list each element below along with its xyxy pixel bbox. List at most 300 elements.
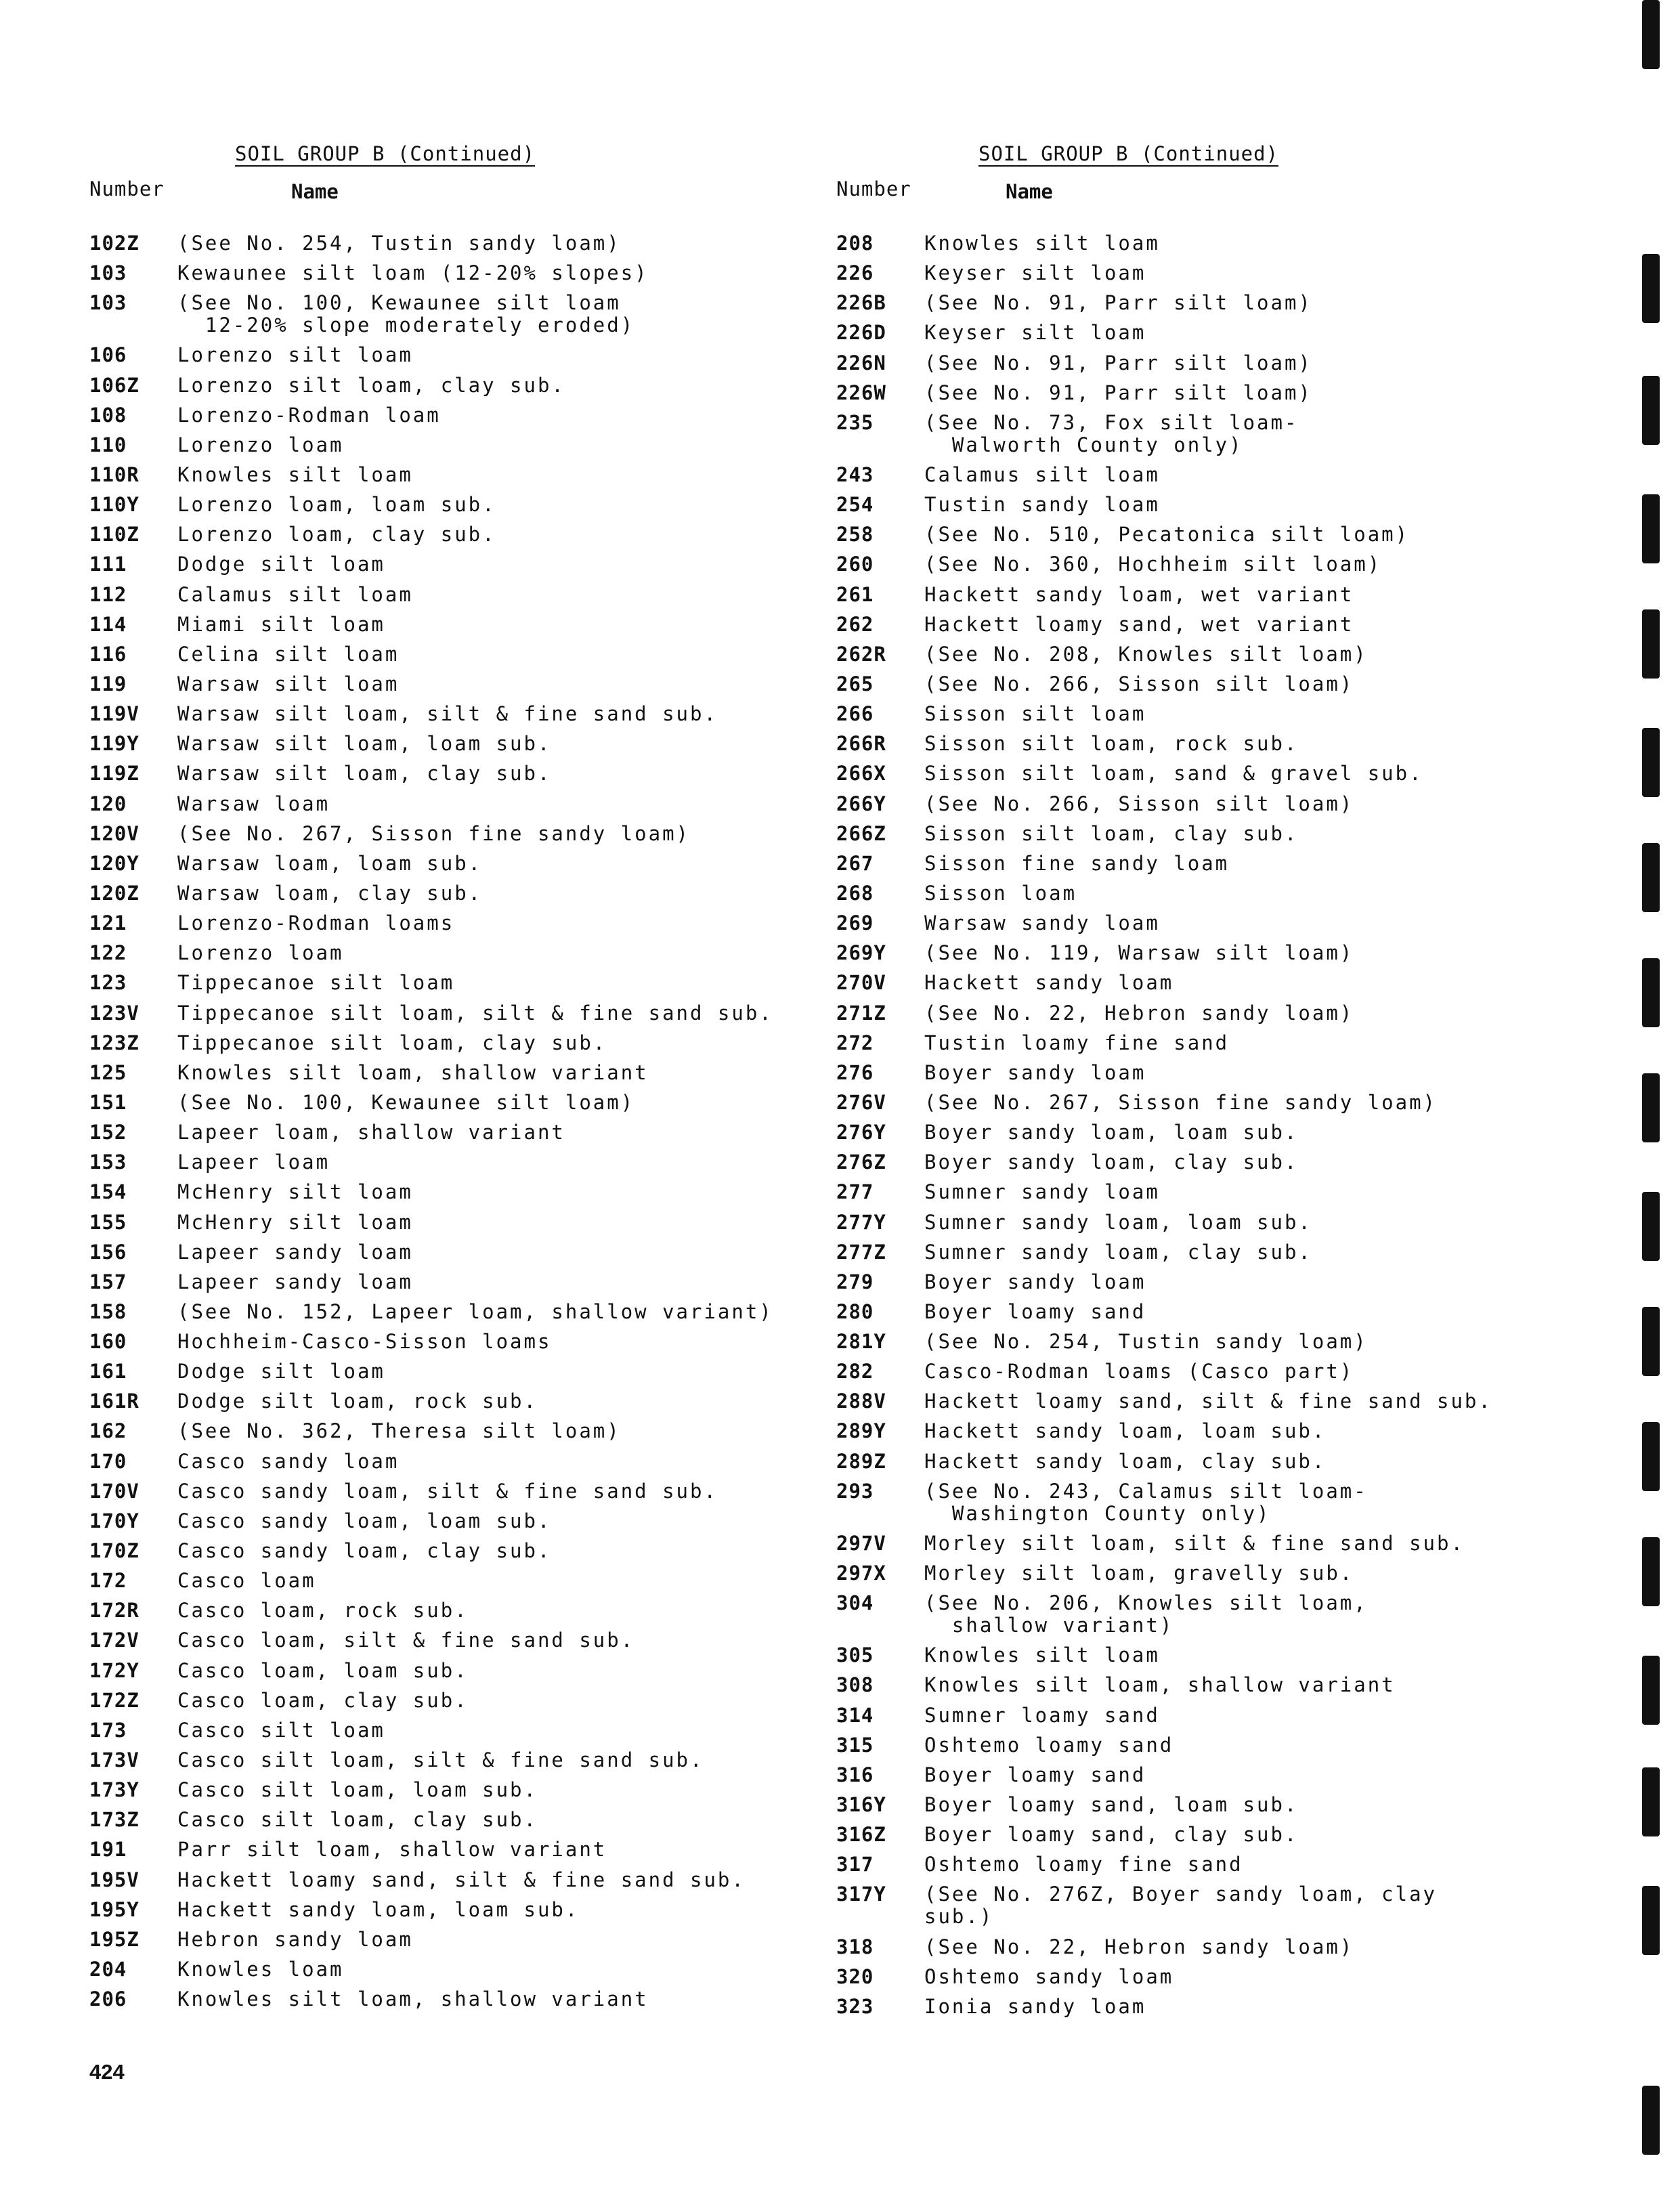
soil-name: Miami silt loam xyxy=(177,612,385,636)
soil-row xyxy=(89,733,807,755)
soil-number: 102Z xyxy=(89,232,139,255)
soil-number: 120V xyxy=(89,821,139,845)
soil-row xyxy=(836,1480,1513,1525)
soil-number: 293 xyxy=(836,1479,874,1503)
soil-name: (See No. 119, Warsaw silt loam) xyxy=(924,941,1354,965)
soil-row xyxy=(89,762,807,785)
soil-row xyxy=(89,494,807,516)
soil-row xyxy=(89,464,807,486)
soil-name: Warsaw silt loam, clay sub. xyxy=(177,762,552,786)
soil-name: Warsaw silt loam, loam sub. xyxy=(177,732,552,756)
soil-number: 123Z xyxy=(89,1031,139,1054)
soil-number: 172R xyxy=(89,1599,139,1622)
soil-name: Hackett loamy sand, silt & fine sand sub. xyxy=(177,1868,746,1891)
soil-number: 204 xyxy=(89,1958,127,1981)
soil-number: 279 xyxy=(836,1270,874,1293)
soil-name: (See No. 266, Sisson silt loam) xyxy=(924,672,1354,695)
soil-name: Celina silt loam xyxy=(177,642,400,666)
soil-number: 206 xyxy=(89,1987,127,2011)
soil-name: Boyer loamy sand, clay sub. xyxy=(924,1823,1299,1847)
soil-number: 297V xyxy=(836,1531,886,1555)
soil-row xyxy=(89,1062,807,1084)
soil-name: Sisson silt loam, clay sub. xyxy=(924,821,1299,845)
soil-name: Keyser silt loam xyxy=(924,261,1146,285)
soil-number: 277 xyxy=(836,1180,874,1204)
soil-row xyxy=(89,703,807,725)
soil-number: 270V xyxy=(836,971,886,995)
soil-name: Hochheim-Casco-Sisson loams xyxy=(177,1330,552,1354)
binder-punch-mark xyxy=(1642,1537,1660,1606)
soil-row xyxy=(89,292,807,337)
soil-number: 195Y xyxy=(89,1897,139,1921)
soil-row xyxy=(836,614,1513,636)
soil-number: 108 xyxy=(89,403,127,427)
soil-name: Casco loam, loam sub. xyxy=(177,1658,469,1682)
soil-row xyxy=(89,1301,807,1323)
soil-row xyxy=(89,1899,807,1921)
soil-number: 266 xyxy=(836,702,874,726)
soil-name: Knowles silt loam, shallow variant xyxy=(924,1673,1396,1697)
soil-name: Lorenzo silt loam xyxy=(177,343,413,367)
soil-number: 260 xyxy=(836,553,874,576)
soil-row xyxy=(89,1420,807,1442)
soil-number: 266Y xyxy=(836,792,886,815)
soil-number: 170Y xyxy=(89,1509,139,1532)
soil-name: Boyer sandy loam, loam sub. xyxy=(924,1121,1299,1144)
soil-name: Sumner sandy loam, loam sub. xyxy=(924,1210,1312,1234)
soil-row xyxy=(836,464,1513,486)
soil-row xyxy=(836,1271,1513,1293)
soil-name: Lorenzo loam, loam sub. xyxy=(177,493,496,517)
binder-punch-mark xyxy=(1642,1886,1660,1955)
soil-name: Casco silt loam, loam sub. xyxy=(177,1778,538,1802)
soil-number: 120Y xyxy=(89,851,139,875)
soil-name: Calamus silt loam xyxy=(177,582,413,606)
binder-punch-mark xyxy=(1642,843,1660,912)
soil-number: 308 xyxy=(836,1673,874,1697)
soil-row xyxy=(836,553,1513,576)
soil-number: 110Y xyxy=(89,493,139,517)
soil-number: 106Z xyxy=(89,373,139,397)
soil-name: Warsaw silt loam xyxy=(177,672,400,695)
soil-name: Casco loam, clay sub. xyxy=(177,1688,469,1712)
soil-row xyxy=(836,1764,1513,1786)
soil-number: 271Z xyxy=(836,1001,886,1025)
soil-number: 154 xyxy=(89,1180,127,1204)
binder-punch-mark xyxy=(1642,1073,1660,1142)
soil-number: 265 xyxy=(836,672,874,695)
soil-number: 173Y xyxy=(89,1778,139,1802)
soil-number: 119Z xyxy=(89,762,139,786)
soil-name: Dodge silt loam, rock sub. xyxy=(177,1390,538,1413)
soil-row xyxy=(836,1092,1513,1114)
soil-row xyxy=(836,584,1513,606)
soil-row xyxy=(836,1241,1513,1264)
soil-name: Hebron sandy loam xyxy=(177,1927,413,1951)
soil-name: Hackett sandy loam, clay sub. xyxy=(924,1449,1327,1473)
soil-row xyxy=(836,1390,1513,1413)
soil-name: (See No. 254, Tustin sandy loam) xyxy=(177,232,621,255)
soil-name: Casco loam, silt & fine sand sub. xyxy=(177,1629,635,1652)
soil-name: Dodge silt loam xyxy=(177,553,385,576)
soil-name: Sisson fine sandy loam xyxy=(924,851,1230,875)
soil-row xyxy=(836,292,1513,314)
soil-number: 316 xyxy=(836,1763,874,1786)
soil-name: Boyer loamy sand xyxy=(924,1299,1146,1323)
right-soil-list xyxy=(836,232,1513,2025)
soil-number: 157 xyxy=(89,1270,127,1293)
soil-number: 262 xyxy=(836,612,874,636)
soil-name: Lapeer sandy loam xyxy=(177,1240,413,1264)
soil-row xyxy=(836,322,1513,344)
soil-name: (See No. 22, Hebron sandy loam) xyxy=(924,1935,1354,1958)
soil-name: Hackett sandy loam, loam sub. xyxy=(177,1897,580,1921)
soil-row xyxy=(836,1853,1513,1876)
soil-name: Sisson silt loam, sand & gravel sub. xyxy=(924,762,1423,786)
soil-number: 110Z xyxy=(89,523,139,546)
soil-name: Casco silt loam xyxy=(177,1718,385,1742)
soil-row xyxy=(836,853,1513,875)
soil-number: 172V xyxy=(89,1629,139,1652)
soil-number: 269Y xyxy=(836,941,886,965)
soil-number: 289Y xyxy=(836,1419,886,1443)
soil-number: 110R xyxy=(89,463,139,486)
soil-name: Hackett sandy loam xyxy=(924,971,1174,995)
soil-row xyxy=(89,1779,807,1801)
soil-number: 317Y xyxy=(836,1883,886,1906)
soil-number: 120 xyxy=(89,792,127,815)
soil-number: 103 xyxy=(89,261,127,285)
soil-row xyxy=(836,1734,1513,1757)
soil-row xyxy=(89,1660,807,1682)
soil-name: Knowles silt loam xyxy=(924,1643,1160,1667)
soil-number: 123V xyxy=(89,1001,139,1025)
soil-number: 318 xyxy=(836,1935,874,1958)
soil-name: Oshtemo loamy sand xyxy=(924,1733,1174,1757)
soil-name: (See No. 22, Hebron sandy loam) xyxy=(924,1001,1354,1025)
soil-number: 173Z xyxy=(89,1808,139,1832)
soil-number: 153 xyxy=(89,1151,127,1174)
soil-row xyxy=(836,1532,1513,1555)
soil-row xyxy=(836,1062,1513,1084)
soil-number: 277Y xyxy=(836,1210,886,1234)
soil-name: (See No. 276Z, Boyer sandy loam, clay sub.) xyxy=(924,1883,1451,1929)
soil-row xyxy=(836,1450,1513,1473)
soil-name: Lorenzo loam xyxy=(177,433,344,456)
soil-name: Casco sandy loam xyxy=(177,1449,400,1473)
soil-name: (See No. 152, Lapeer loam, shallow variant) xyxy=(177,1299,773,1323)
soil-name: Warsaw loam, clay sub. xyxy=(177,881,483,905)
soil-number: 112 xyxy=(89,582,127,606)
soil-row xyxy=(836,793,1513,815)
soil-row xyxy=(836,733,1513,755)
soil-name: Calamus silt loam xyxy=(924,463,1160,486)
soil-row xyxy=(836,1181,1513,1203)
left-soil-list xyxy=(89,232,807,2018)
soil-number: 152 xyxy=(89,1121,127,1144)
binder-punch-mark xyxy=(1642,609,1660,679)
soil-name: (See No. 206, Knowles silt loam, shallow variant) xyxy=(924,1591,1368,1637)
soil-number: 254 xyxy=(836,493,874,517)
soil-number: 315 xyxy=(836,1733,874,1757)
soil-name: Morley silt loam, silt & fine sand sub. xyxy=(924,1531,1465,1555)
soil-number: 111 xyxy=(89,553,127,576)
soil-row xyxy=(89,1390,807,1413)
soil-row xyxy=(89,1629,807,1652)
binder-punch-mark xyxy=(1642,1767,1660,1836)
soil-row xyxy=(89,1690,807,1712)
binder-punch-mark xyxy=(1642,958,1660,1027)
soil-name: (See No. 91, Parr silt loam) xyxy=(924,351,1312,374)
soil-row xyxy=(89,1540,807,1562)
soil-name: Hackett sandy loam, wet variant xyxy=(924,582,1354,606)
soil-row xyxy=(836,1674,1513,1696)
soil-row xyxy=(836,1883,1513,1928)
soil-number: 276Y xyxy=(836,1121,886,1144)
soil-row xyxy=(89,1510,807,1532)
soil-number: 125 xyxy=(89,1060,127,1084)
soil-number: 151 xyxy=(89,1090,127,1114)
soil-row xyxy=(89,1450,807,1473)
soil-name: Morley silt loam, gravelly sub. xyxy=(924,1562,1354,1585)
soil-row xyxy=(836,643,1513,666)
soil-row xyxy=(836,972,1513,994)
soil-name: Sisson loam xyxy=(924,881,1077,905)
soil-number: 289Z xyxy=(836,1449,886,1473)
binder-punch-mark xyxy=(1642,1656,1660,1725)
soil-name: Boyer loamy sand xyxy=(924,1763,1146,1786)
binder-punch-mark xyxy=(1642,0,1660,69)
soil-row xyxy=(89,1241,807,1264)
binder-punch-mark xyxy=(1642,1307,1660,1376)
soil-number: 110 xyxy=(89,433,127,456)
soil-row xyxy=(89,823,807,845)
soil-name: Lapeer sandy loam xyxy=(177,1270,413,1293)
soil-row xyxy=(89,1151,807,1174)
soil-row xyxy=(89,853,807,875)
soil-number: 116 xyxy=(89,642,127,666)
soil-row xyxy=(89,673,807,695)
soil-row xyxy=(89,374,807,397)
soil-number: 226N xyxy=(836,351,886,374)
soil-row xyxy=(836,1002,1513,1025)
soil-row xyxy=(836,262,1513,284)
soil-row xyxy=(89,232,807,255)
soil-row xyxy=(89,1331,807,1353)
soil-name: (See No. 91, Parr silt loam) xyxy=(924,291,1312,315)
soil-number: 258 xyxy=(836,523,874,546)
soil-row xyxy=(836,942,1513,964)
soil-row xyxy=(836,382,1513,404)
soil-row xyxy=(89,882,807,905)
soil-number: 160 xyxy=(89,1330,127,1354)
soil-name: (See No. 254, Tustin sandy loam) xyxy=(924,1330,1368,1354)
soil-row xyxy=(836,1704,1513,1727)
soil-row xyxy=(836,352,1513,374)
soil-row xyxy=(836,412,1513,456)
soil-number: 276Z xyxy=(836,1151,886,1174)
soil-name: Casco sandy loam, loam sub. xyxy=(177,1509,552,1532)
soil-name: (See No. 91, Parr silt loam) xyxy=(924,381,1312,404)
soil-number: 158 xyxy=(89,1299,127,1323)
soil-number: 268 xyxy=(836,881,874,905)
soil-name: Knowles loam xyxy=(177,1958,344,1981)
soil-row xyxy=(89,553,807,576)
binder-punch-mark xyxy=(1642,728,1660,797)
soil-name: Casco silt loam, silt & fine sand sub. xyxy=(177,1748,704,1772)
soil-row xyxy=(89,1002,807,1025)
soil-number: 276V xyxy=(836,1090,886,1114)
soil-number: 226D xyxy=(836,321,886,345)
soil-name: Warsaw loam, loam sub. xyxy=(177,851,483,875)
soil-number: 119 xyxy=(89,672,127,695)
soil-row xyxy=(89,1570,807,1592)
left-column-title: SOIL GROUP B (Continued) xyxy=(235,142,536,165)
soil-name: Lorenzo loam xyxy=(177,941,344,965)
soil-name: Casco sandy loam, silt & fine sand sub. xyxy=(177,1479,718,1503)
soil-row xyxy=(836,523,1513,546)
binder-punch-mark xyxy=(1642,376,1660,445)
soil-number: 297X xyxy=(836,1562,886,1585)
soil-name: Warsaw sandy loam xyxy=(924,911,1160,935)
soil-name: Boyer sandy loam xyxy=(924,1270,1146,1293)
soil-number: 266X xyxy=(836,762,886,786)
soil-name: Boyer loamy sand, loam sub. xyxy=(924,1793,1299,1817)
soil-name: (See No. 510, Pecatonica silt loam) xyxy=(924,523,1410,546)
soil-row xyxy=(89,942,807,964)
soil-row xyxy=(836,1301,1513,1323)
soil-number: 173V xyxy=(89,1748,139,1772)
soil-row xyxy=(836,1360,1513,1383)
left-number-header: Number xyxy=(89,177,165,200)
soil-row xyxy=(836,1966,1513,1988)
soil-number: 281Y xyxy=(836,1330,886,1354)
soil-number: 161R xyxy=(89,1390,139,1413)
soil-number: 195V xyxy=(89,1868,139,1891)
soil-row xyxy=(836,703,1513,725)
soil-name: Lapeer loam, shallow variant xyxy=(177,1121,565,1144)
soil-number: 267 xyxy=(836,851,874,875)
right-number-header: Number xyxy=(836,177,911,200)
soil-number: 123 xyxy=(89,971,127,995)
binder-punch-mark xyxy=(1642,1422,1660,1491)
soil-number: 172Y xyxy=(89,1658,139,1682)
soil-name: Casco loam xyxy=(177,1569,316,1593)
soil-number: 261 xyxy=(836,582,874,606)
soil-number: 119V xyxy=(89,702,139,726)
soil-number: 172Z xyxy=(89,1688,139,1712)
soil-row xyxy=(836,673,1513,695)
soil-name: Oshtemo sandy loam xyxy=(924,1964,1174,1988)
soil-number: 316Y xyxy=(836,1793,886,1817)
binder-punch-mark xyxy=(1642,494,1660,563)
soil-number: 316Z xyxy=(836,1823,886,1847)
soil-name: Sumner sandy loam, clay sub. xyxy=(924,1240,1312,1264)
soil-number: 288V xyxy=(836,1390,886,1413)
soil-row xyxy=(836,1121,1513,1144)
soil-number: 161 xyxy=(89,1360,127,1383)
soil-name: Kewaunee silt loam (12-20% slopes) xyxy=(177,261,649,285)
soil-name: Sumner sandy loam xyxy=(924,1180,1160,1204)
soil-row xyxy=(836,1794,1513,1816)
soil-number: 266Z xyxy=(836,821,886,845)
soil-row xyxy=(89,1839,807,1861)
soil-name: (See No. 362, Theresa silt loam) xyxy=(177,1419,621,1443)
soil-name: Sisson silt loam xyxy=(924,702,1146,726)
soil-name: Tustin loamy fine sand xyxy=(924,1031,1230,1054)
soil-row xyxy=(89,614,807,636)
soil-name: (See No. 100, Kewaunee silt loam) xyxy=(177,1090,635,1114)
soil-name: Lorenzo silt loam, clay sub. xyxy=(177,373,565,397)
soil-row xyxy=(89,1092,807,1114)
soil-name: Boyer sandy loam xyxy=(924,1060,1146,1084)
soil-name: (See No. 100, Kewaunee silt loam 12-20% slope moderately eroded) xyxy=(177,291,635,337)
soil-row xyxy=(89,1749,807,1771)
soil-row xyxy=(89,1809,807,1831)
soil-row xyxy=(836,1211,1513,1234)
soil-name: (See No. 208, Knowles silt loam) xyxy=(924,642,1368,666)
soil-name: Tippecanoe silt loam xyxy=(177,971,455,995)
soil-row xyxy=(89,1211,807,1234)
soil-row xyxy=(89,1719,807,1742)
soil-name: Lorenzo loam, clay sub. xyxy=(177,523,496,546)
soil-name: Knowles silt loam xyxy=(924,232,1160,255)
soil-number: 121 xyxy=(89,911,127,935)
soil-number: 280 xyxy=(836,1299,874,1323)
soil-row xyxy=(89,912,807,934)
soil-number: 243 xyxy=(836,463,874,486)
soil-number: 276 xyxy=(836,1060,874,1084)
soil-name: Sumner loamy sand xyxy=(924,1703,1160,1727)
soil-row xyxy=(836,1331,1513,1353)
soil-number: 156 xyxy=(89,1240,127,1264)
soil-name: Keyser silt loam xyxy=(924,321,1146,345)
soil-name: Warsaw loam xyxy=(177,792,330,815)
soil-number: 304 xyxy=(836,1591,874,1615)
soil-number: 122 xyxy=(89,941,127,965)
soil-row xyxy=(89,1480,807,1503)
soil-name: Hackett loamy sand, silt & fine sand sub. xyxy=(924,1390,1492,1413)
soil-row xyxy=(89,972,807,994)
soil-number: 162 xyxy=(89,1419,127,1443)
soil-name: Hackett loamy sand, wet variant xyxy=(924,612,1354,636)
soil-row xyxy=(89,262,807,284)
soil-name: Casco silt loam, clay sub. xyxy=(177,1808,538,1832)
soil-name: (See No. 360, Hochheim silt loam) xyxy=(924,553,1382,576)
soil-name: Casco loam, rock sub. xyxy=(177,1599,469,1622)
soil-name: Warsaw silt loam, silt & fine sand sub. xyxy=(177,702,718,726)
soil-row xyxy=(836,1562,1513,1585)
soil-row xyxy=(89,1958,807,1981)
soil-number: 266R xyxy=(836,732,886,756)
soil-number: 272 xyxy=(836,1031,874,1054)
soil-name: Parr silt loam, shallow variant xyxy=(177,1838,607,1862)
soil-number: 320 xyxy=(836,1964,874,1988)
soil-name: Casco sandy loam, clay sub. xyxy=(177,1539,552,1563)
binder-punch-mark xyxy=(1642,2086,1660,2155)
soil-row xyxy=(89,1929,807,1951)
soil-number: 170Z xyxy=(89,1539,139,1563)
soil-row xyxy=(836,912,1513,934)
soil-number: 262R xyxy=(836,642,886,666)
soil-name: Hackett sandy loam, loam sub. xyxy=(924,1419,1327,1443)
soil-row xyxy=(89,584,807,606)
soil-row xyxy=(836,1996,1513,2018)
soil-number: 269 xyxy=(836,911,874,935)
soil-row xyxy=(89,1032,807,1054)
soil-row xyxy=(89,1181,807,1203)
soil-row xyxy=(836,882,1513,905)
